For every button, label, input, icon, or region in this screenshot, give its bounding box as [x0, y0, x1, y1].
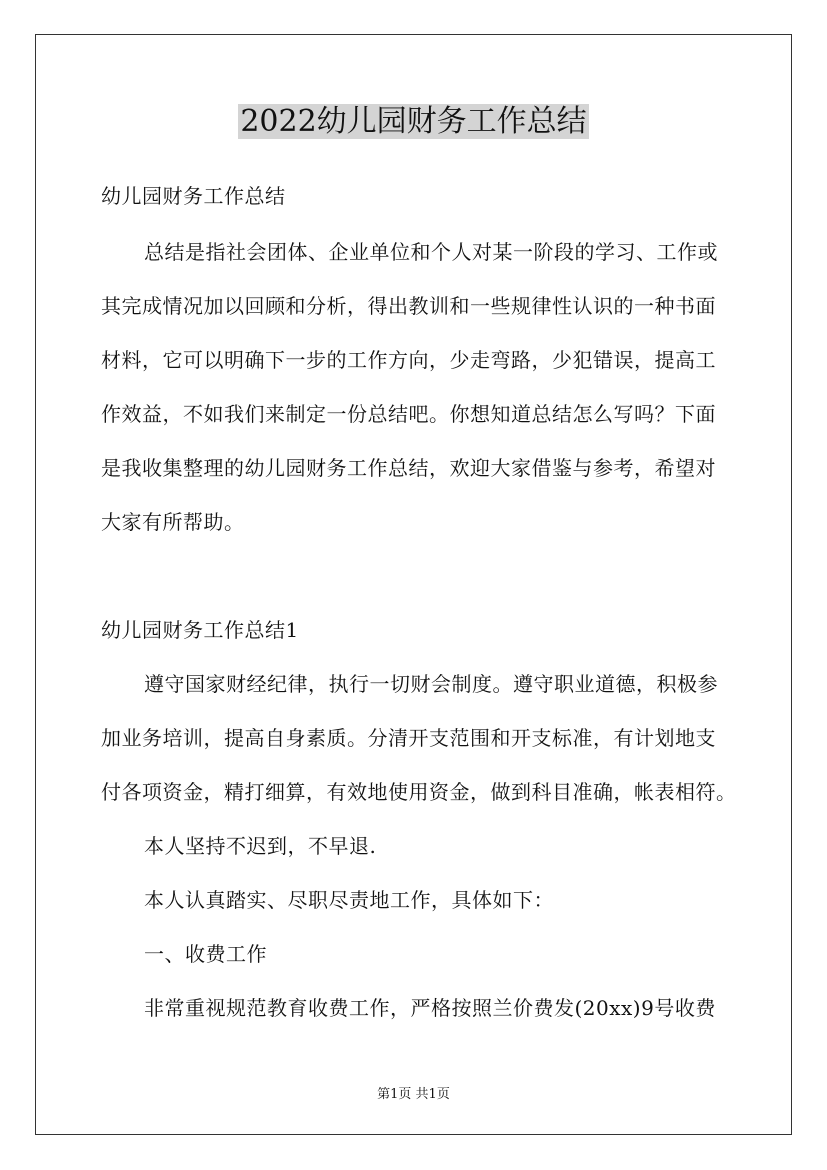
paragraph-3: 本人认真踏实、尽职尽责地工作，具体如下：: [144, 888, 554, 912]
section1-line-3: 付各项资金，精打细算，有效地使用资金，做到科目准确，帐表相符。: [101, 780, 737, 804]
page-footer: 第1页 共1页: [377, 1087, 450, 1102]
document-title-text: 2022幼儿园财务工作总结: [240, 104, 587, 139]
section1-line-1: 遵守国家财经纪律，执行一切财会制度。遵守职业道德，积极参: [144, 672, 718, 696]
intro-line-5: 是我收集整理的幼儿园财务工作总结，欢迎大家借鉴与参考，希望对: [101, 456, 716, 480]
section1-heading: 幼儿园财务工作总结1: [101, 618, 299, 642]
intro-line-4: 作效益，不如我们来制定一份总结吧。你想知道总结怎么写吗？下面: [101, 402, 716, 426]
intro-line-3: 材料，它可以明确下一步的工作方向，少走弯路，少犯错误，提高工: [101, 348, 716, 372]
document-subtitle: 幼儿园财务工作总结: [101, 184, 286, 208]
intro-line-1: 总结是指社会团体、企业单位和个人对某一阶段的学习、工作或: [144, 240, 718, 264]
section1-line-2: 加业务培训，提高自身素质。分清开支范围和开支标准，有计划地支: [101, 726, 716, 750]
subheading-1: 一、收费工作: [144, 942, 267, 966]
intro-line-6: 大家有所帮助。: [101, 510, 245, 534]
paragraph-2: 本人坚持不迟到，不早退.: [144, 834, 377, 858]
intro-line-2: 其完成情况加以回顾和分析，得出教训和一些规律性认识的一种书面: [101, 294, 716, 318]
document-title: [0, 98, 827, 146]
paragraph-4: 非常重视规范教育收费工作，严格按照兰价费发(20xx)9号收费: [144, 996, 716, 1020]
